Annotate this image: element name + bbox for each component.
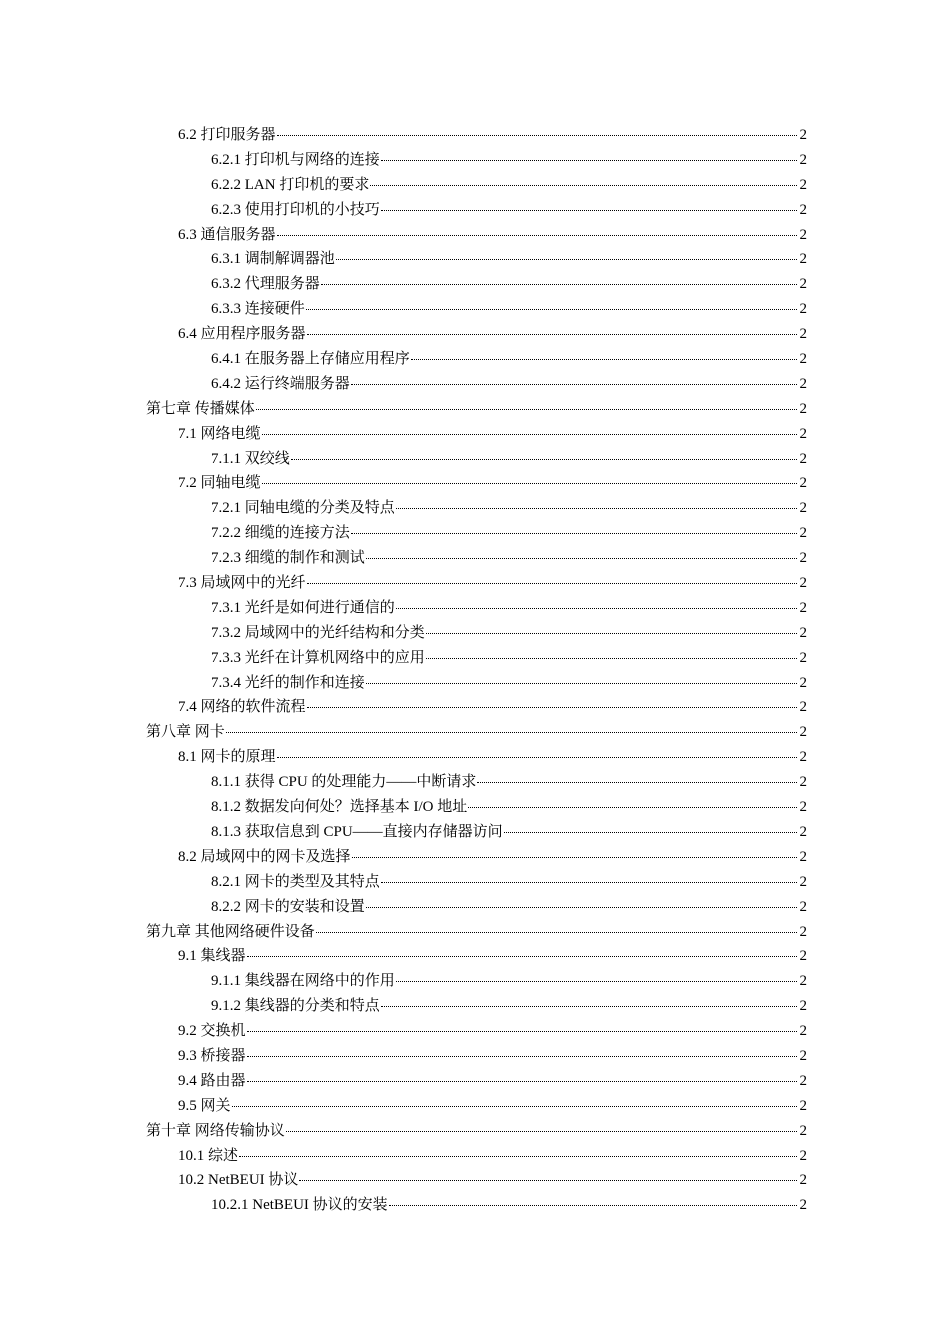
toc-entry-page-number: 2 <box>799 649 807 666</box>
toc-entry-title: 第八章 网卡 <box>146 724 225 741</box>
toc-entry-title: 7.1 网络电缆 <box>178 425 261 442</box>
toc-entry-title: 8.1.3 获取信息到 CPU——直接内存储器访问 <box>211 823 503 840</box>
dot-leader <box>426 618 797 634</box>
toc-entry-title: 7.2 同轴电缆 <box>178 475 261 492</box>
toc-entry-page-number: 2 <box>799 749 807 766</box>
toc-entry-title: 9.4 路由器 <box>178 1072 246 1089</box>
dot-leader <box>247 1016 797 1032</box>
dot-leader <box>352 842 797 858</box>
toc-entry-page-number: 2 <box>799 127 807 143</box>
toc-entry-title: 10.1 综述 <box>178 1147 239 1164</box>
toc-entry-title: 6.4.1 在服务器上存储应用程序 <box>211 351 410 368</box>
dot-leader <box>247 1041 797 1057</box>
toc-entry-title: 6.2.1 打印机与网络的连接 <box>211 151 380 168</box>
toc-entry-title: 9.1.2 集线器的分类和特点 <box>211 998 380 1015</box>
dot-leader <box>247 1066 797 1082</box>
dot-leader <box>366 892 797 908</box>
toc-entry-title: 6.2.3 使用打印机的小技巧 <box>211 201 380 218</box>
toc-entry-page-number: 2 <box>799 1197 807 1214</box>
toc-entry-title: 6.2.2 LAN 打印机的要求 <box>211 176 370 193</box>
toc-entry-page-number: 2 <box>799 624 807 641</box>
toc-entry-page-number: 2 <box>799 923 807 940</box>
dot-leader <box>226 717 797 733</box>
toc-entry-title: 10.2.1 NetBEUI 协议的安装 <box>211 1197 388 1214</box>
dot-leader <box>247 941 797 957</box>
toc-entry-title: 7.1.1 双绞线 <box>211 450 290 467</box>
toc-entry-page-number: 2 <box>799 1047 807 1064</box>
toc-entry-title: 第九章 其他网络硬件设备 <box>146 923 315 940</box>
toc-entry-title: 7.3.4 光纤的制作和连接 <box>211 674 365 691</box>
dot-leader <box>468 792 797 808</box>
toc-entry-title: 8.1.2 数据发向何处？选择基本 I/O 地址 <box>211 799 468 816</box>
dot-leader <box>411 344 797 360</box>
toc-entry-page-number: 2 <box>799 848 807 865</box>
toc-entry-page-number: 2 <box>799 1122 807 1139</box>
dot-leader <box>299 1165 797 1181</box>
dot-leader <box>321 269 797 285</box>
toc-entry-page-number: 2 <box>799 251 807 268</box>
toc-entry-page-number: 2 <box>799 724 807 741</box>
toc-entry-title: 7.2.1 同轴电缆的分类及特点 <box>211 500 395 517</box>
toc-entry-page-number: 2 <box>799 400 807 417</box>
toc-entry-page-number: 2 <box>799 151 807 168</box>
dot-leader <box>366 543 797 559</box>
toc-entry-title: 9.3 桥接器 <box>178 1047 246 1064</box>
toc-entry-page-number: 2 <box>799 1023 807 1040</box>
toc-entry-title: 7.3.2 局域网中的光纤结构和分类 <box>211 624 425 641</box>
toc-entry-page-number: 2 <box>799 898 807 915</box>
toc-entry-page-number: 2 <box>799 500 807 517</box>
toc-entry-title: 7.3.3 光纤在计算机网络中的应用 <box>211 649 425 666</box>
toc-entry-title: 第七章 传播媒体 <box>146 400 255 417</box>
toc-entry-page-number: 2 <box>799 575 807 592</box>
dot-leader <box>307 568 797 584</box>
dot-leader <box>291 444 797 460</box>
dot-leader <box>381 991 797 1007</box>
dot-leader <box>389 1190 797 1206</box>
toc-entry-title: 7.2.3 细缆的制作和测试 <box>211 550 365 567</box>
toc-entry-title: 8.2 局域网中的网卡及选择 <box>178 848 351 865</box>
toc-entry-page-number: 2 <box>799 425 807 442</box>
toc-entry-page-number: 2 <box>799 998 807 1015</box>
toc-entry-title: 9.2 交换机 <box>178 1023 246 1040</box>
toc-entry-title: 6.3.1 调制解调器池 <box>211 251 335 268</box>
dot-leader <box>239 1141 797 1157</box>
toc-entry-page-number: 2 <box>799 326 807 343</box>
dot-leader <box>336 244 797 260</box>
toc-entry-title: 6.2 打印服务器 <box>178 127 276 143</box>
toc-entry-page-number: 2 <box>799 276 807 293</box>
dot-leader <box>232 1091 797 1107</box>
toc-entry-title: 8.2.1 网卡的类型及其特点 <box>211 873 380 890</box>
dot-leader <box>286 1116 797 1132</box>
dot-leader <box>277 742 797 758</box>
toc-entry-page-number: 2 <box>799 699 807 716</box>
toc-entry-title: 6.4.2 运行终端服务器 <box>211 375 350 392</box>
dot-leader <box>504 817 797 833</box>
dot-leader <box>426 643 797 659</box>
dot-leader <box>370 170 797 186</box>
dot-leader <box>306 294 797 310</box>
dot-leader <box>307 692 797 708</box>
toc-entry[interactable] <box>0 745 950 770</box>
dot-leader <box>307 319 797 335</box>
toc-entry-title: 7.3.1 光纤是如何进行通信的 <box>211 599 395 616</box>
dot-leader <box>366 668 797 684</box>
dot-leader <box>381 195 797 211</box>
dot-leader <box>381 145 797 161</box>
dot-leader <box>316 917 797 933</box>
toc-entry-page-number: 2 <box>799 475 807 492</box>
toc-entry[interactable] <box>0 1193 950 1218</box>
toc-entry-page-number: 2 <box>799 201 807 218</box>
dot-leader <box>396 966 797 982</box>
toc-entry-page-number: 2 <box>799 1072 807 1089</box>
toc-entry-page-number: 2 <box>799 226 807 243</box>
dot-leader <box>262 419 797 435</box>
toc-entry-title: 6.3.2 代理服务器 <box>211 276 320 293</box>
toc-entry-title: 第十章 网络传输协议 <box>146 1122 285 1139</box>
toc-entry-page-number: 2 <box>799 450 807 467</box>
dot-leader <box>277 220 797 236</box>
toc-entry-page-number: 2 <box>799 973 807 990</box>
toc-entry-page-number: 2 <box>799 1172 807 1189</box>
toc-entry-page-number: 2 <box>799 550 807 567</box>
toc-entry-title: 7.2.2 细缆的连接方法 <box>211 525 350 542</box>
dot-leader <box>277 120 797 136</box>
dot-leader <box>256 394 797 410</box>
toc-entry-page-number: 2 <box>799 799 807 816</box>
toc-entry-page-number: 2 <box>799 674 807 691</box>
toc-entry-title: 9.5 网关 <box>178 1097 231 1114</box>
toc-entry-page-number: 2 <box>799 375 807 392</box>
toc-entry-page-number: 2 <box>799 351 807 368</box>
toc-entry-title: 6.3.3 连接硬件 <box>211 301 305 318</box>
toc-entry[interactable] <box>0 795 950 820</box>
toc-entry-title: 9.1 集线器 <box>178 948 246 965</box>
dot-leader <box>477 767 797 783</box>
toc-entry-title: 8.2.2 网卡的安装和设置 <box>211 898 365 915</box>
toc-entry-title: 8.1.1 获得 CPU 的处理能力——中断请求 <box>211 774 477 791</box>
toc-entry-page-number: 2 <box>799 948 807 965</box>
toc-entry-page-number: 2 <box>799 301 807 318</box>
dot-leader <box>396 593 797 609</box>
toc-entry-page-number: 2 <box>799 873 807 890</box>
toc-entry-page-number: 2 <box>799 1097 807 1114</box>
dot-leader <box>381 867 797 883</box>
toc-entry-title: 7.3 局域网中的光纤 <box>178 575 306 592</box>
dot-leader <box>396 493 797 509</box>
toc-entry-title: 6.3 通信服务器 <box>178 226 276 243</box>
toc-entry-title: 9.1.1 集线器在网络中的作用 <box>211 973 395 990</box>
dot-leader <box>262 468 797 484</box>
toc-entry-page-number: 2 <box>799 525 807 542</box>
toc-entry-page-number: 2 <box>799 176 807 193</box>
table-of-contents <box>0 123 950 1218</box>
toc-entry-page-number: 2 <box>799 1147 807 1164</box>
toc-entry-page-number: 2 <box>799 823 807 840</box>
dot-leader <box>351 369 797 385</box>
dot-leader <box>351 518 797 534</box>
toc-entry-title: 10.2 NetBEUI 协议 <box>178 1172 299 1189</box>
toc-entry-title: 6.4 应用程序服务器 <box>178 326 306 343</box>
toc-entry-page-number: 2 <box>799 599 807 616</box>
toc-entry-title: 8.1 网卡的原理 <box>178 749 276 766</box>
toc-entry-title: 7.4 网络的软件流程 <box>178 699 306 716</box>
toc-entry-page-number: 2 <box>799 774 807 791</box>
